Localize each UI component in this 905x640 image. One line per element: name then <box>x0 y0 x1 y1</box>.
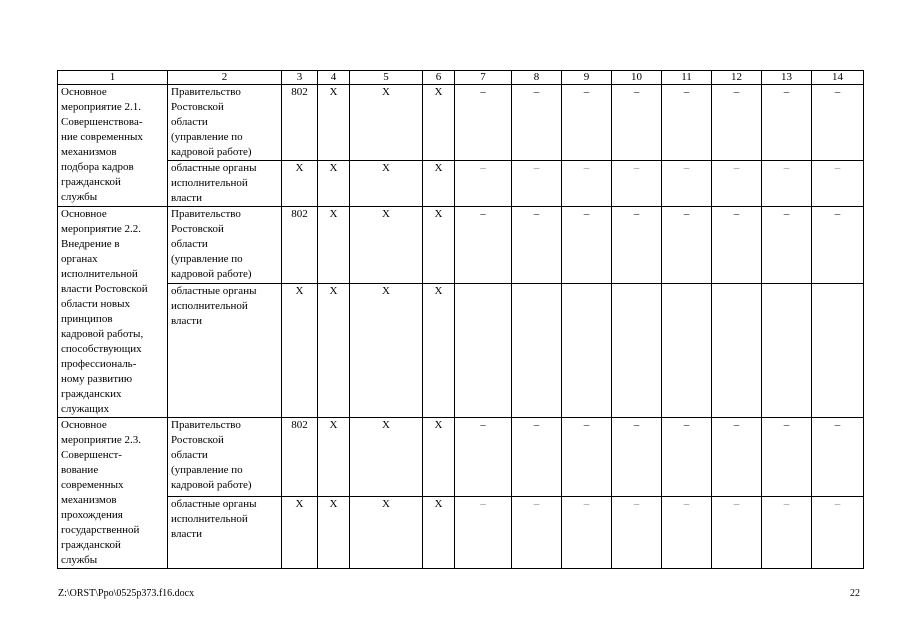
cell-c3: X <box>282 496 318 568</box>
cell-dash: – <box>812 418 864 497</box>
column-number-13: 13 <box>762 71 812 85</box>
cell-c4: X <box>318 283 350 417</box>
cell-c5: X <box>350 283 423 417</box>
column-number-14: 14 <box>812 71 864 85</box>
column-number-7: 7 <box>455 71 512 85</box>
column-number-5: 5 <box>350 71 423 85</box>
cell-dash: – <box>512 496 562 568</box>
table-row <box>58 207 864 284</box>
cell-dash: – <box>662 161 712 207</box>
cell-c3: 802 <box>282 85 318 161</box>
cell-dash: – <box>512 418 562 497</box>
cell-dash <box>512 283 562 417</box>
cell-dash: – <box>762 418 812 497</box>
cell-dash: – <box>662 85 712 161</box>
cell-dash: – <box>562 161 612 207</box>
cell-c5: X <box>350 496 423 568</box>
cell-dash <box>562 283 612 417</box>
column-number-10: 10 <box>612 71 662 85</box>
cell-dash: – <box>455 85 512 161</box>
table-row <box>58 418 864 497</box>
cell-dash: – <box>812 207 864 284</box>
cell-dash: – <box>712 161 762 207</box>
activity-name: Основное мероприятие 2.3. Совершенст- вование современных механизмов прохождения государственной гражданской службы <box>58 418 168 569</box>
cell-dash: – <box>612 85 662 161</box>
table-row <box>58 161 864 207</box>
cell-dash: – <box>712 496 762 568</box>
cell-dash: – <box>812 496 864 568</box>
cell-dash: – <box>612 496 662 568</box>
cell-c4: X <box>318 207 350 284</box>
cell-dash: – <box>662 207 712 284</box>
cell-dash <box>612 283 662 417</box>
cell-dash: – <box>562 85 612 161</box>
cell-dash: – <box>662 496 712 568</box>
cell-c5: X <box>350 85 423 161</box>
cell-c5: X <box>350 418 423 497</box>
cell-dash: – <box>812 161 864 207</box>
cell-dash: – <box>455 496 512 568</box>
cell-c3: 802 <box>282 418 318 497</box>
cell-dash: – <box>512 207 562 284</box>
cell-dash <box>762 283 812 417</box>
executor: Правительство Ростовской области (управление по кадровой работе) <box>168 418 282 497</box>
file-path: Z:\ORST\Ppo\0525p373.f16.docx <box>58 588 195 599</box>
cell-dash <box>455 283 512 417</box>
cell-dash: – <box>512 161 562 207</box>
cell-dash: – <box>562 418 612 497</box>
cell-c4: X <box>318 161 350 207</box>
executor: областные органы исполнительной власти <box>168 161 282 207</box>
cell-c4: X <box>318 418 350 497</box>
column-number-9: 9 <box>562 71 612 85</box>
column-number-6: 6 <box>423 71 455 85</box>
cell-dash: – <box>512 85 562 161</box>
header-row <box>58 71 864 85</box>
cell-dash: – <box>712 85 762 161</box>
cell-c6: X <box>423 283 455 417</box>
cell-c3: 802 <box>282 207 318 284</box>
cell-dash: – <box>662 418 712 497</box>
cell-dash: – <box>562 207 612 284</box>
cell-dash: – <box>762 496 812 568</box>
cell-dash: – <box>712 418 762 497</box>
table-row <box>58 283 864 417</box>
activity-name: Основное мероприятие 2.2. Внедрение в органах исполнительной власти Ростовской области новых принципов кадровой работы, способствующих профессиональ- ному развитию гражданских служащих <box>58 207 168 418</box>
column-number-12: 12 <box>712 71 762 85</box>
executor: областные органы исполнительной власти <box>168 283 282 417</box>
cell-dash <box>712 283 762 417</box>
cell-dash: – <box>612 207 662 284</box>
activity-name: Основное мероприятие 2.1. Совершенствова- ние современных механизмов подбора кадров гражданской службы <box>58 85 168 207</box>
cell-dash: – <box>612 161 662 207</box>
cell-c4: X <box>318 496 350 568</box>
column-number-1: 1 <box>58 71 168 85</box>
cell-dash: – <box>762 85 812 161</box>
executor: Правительство Ростовской области (управление по кадровой работе) <box>168 85 282 161</box>
cell-c5: X <box>350 161 423 207</box>
executor: областные органы исполнительной власти <box>168 496 282 568</box>
cell-c6: X <box>423 418 455 497</box>
column-number-2: 2 <box>168 71 282 85</box>
cell-c5: X <box>350 207 423 284</box>
cell-dash: – <box>762 207 812 284</box>
column-number-8: 8 <box>512 71 562 85</box>
cell-c3: X <box>282 283 318 417</box>
page-number: 22 <box>850 588 860 599</box>
cell-dash <box>812 283 864 417</box>
cell-c6: X <box>423 496 455 568</box>
table-row <box>58 85 864 161</box>
cell-c3: X <box>282 161 318 207</box>
program-table <box>57 70 864 569</box>
cell-c6: X <box>423 161 455 207</box>
cell-dash <box>662 283 712 417</box>
cell-dash: – <box>712 207 762 284</box>
cell-dash: – <box>612 418 662 497</box>
cell-c4: X <box>318 85 350 161</box>
cell-dash: – <box>762 161 812 207</box>
cell-dash: – <box>455 207 512 284</box>
executor: Правительство Ростовской области (управление по кадровой работе) <box>168 207 282 284</box>
cell-c6: X <box>423 85 455 161</box>
column-number-3: 3 <box>282 71 318 85</box>
column-number-4: 4 <box>318 71 350 85</box>
column-number-11: 11 <box>662 71 712 85</box>
cell-dash: – <box>562 496 612 568</box>
cell-dash: – <box>455 161 512 207</box>
cell-dash: – <box>455 418 512 497</box>
table-row <box>58 496 864 568</box>
cell-c6: X <box>423 207 455 284</box>
cell-dash: – <box>812 85 864 161</box>
